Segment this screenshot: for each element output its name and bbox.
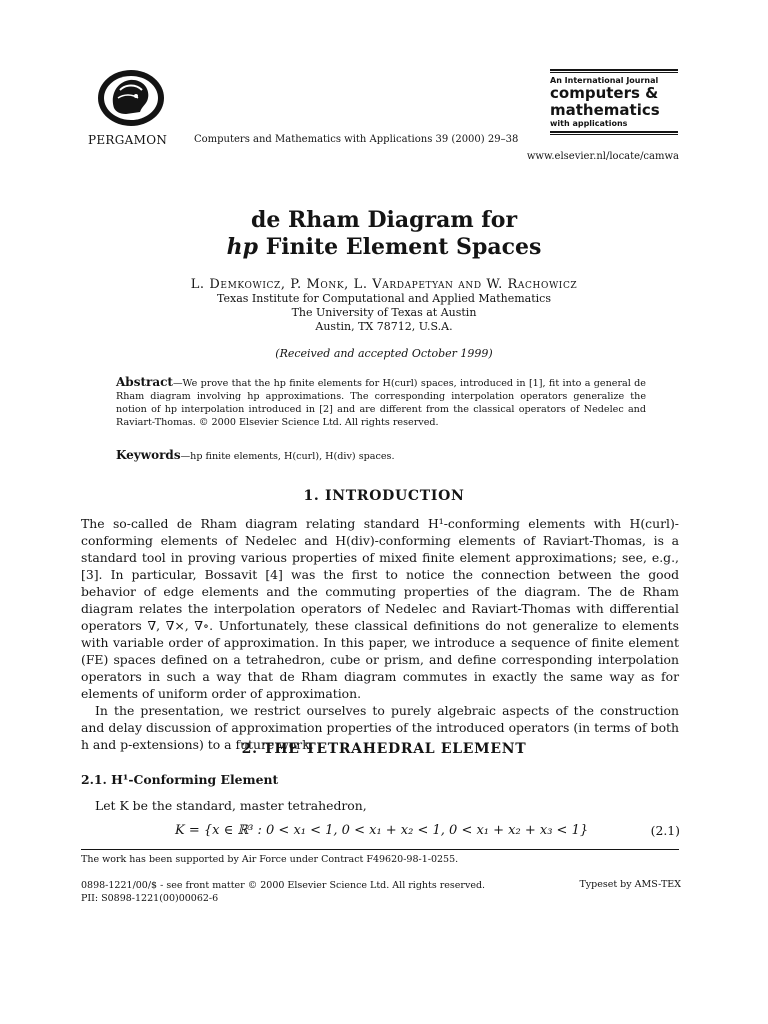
masthead-rule	[550, 131, 678, 133]
affiliation-line: The University of Texas at Austin	[291, 306, 477, 319]
journal-masthead	[550, 68, 678, 136]
typeset-note: Typeset by AMS-TEX	[579, 879, 681, 890]
section-body	[81, 515, 679, 753]
abstract	[116, 376, 646, 429]
keywords-label: Keywords	[116, 448, 181, 462]
paragraph: In the presentation, we restrict ourselves to purely algebraic aspects of the construction and delay discussion of approximation properties of the introduced operators (in terms of both h and p-extensions) to a future work.	[81, 703, 679, 752]
section-heading: 1. INTRODUCTION	[303, 488, 465, 504]
journal-citation: Computers and Mathematics with Applications 39 (2000) 29–38	[194, 134, 519, 145]
masthead-rule	[550, 72, 678, 74]
affiliation-line: Texas Institute for Computational and Applied Mathematics	[217, 292, 551, 305]
publisher-name: PERGAMON	[88, 133, 168, 147]
masthead-line-3: with applications	[550, 119, 628, 128]
received-date: (Received and accepted October 1999)	[275, 347, 493, 360]
abstract-text: —We prove that the hp finite elements for H(curl) spaces, introduced in [1], fit into a general de Rham diagram involving hp approximations. The corresponding interpolation operators generalize the notion of hp interpolation introduced in [2] and are different from the classical operators of Nedelec and Raviart-Thomas. © 2000 Elsevier Science Ltd. All rights reserved.	[116, 378, 646, 428]
keywords-text: —hp finite elements, H(curl), H(div) spaces.	[180, 451, 395, 462]
equation: K = {x ∈ ℝ³ : 0 < x₁ < 1, 0 < x₁ + x₂ < 1, 0 < x₁ + x₂ + x₃ < 1}	[175, 823, 589, 838]
section-heading: 2. THE TETRAHEDRAL ELEMENT	[241, 741, 527, 757]
subsection-heading: 2.1. H¹-Conforming Element	[81, 772, 279, 787]
masthead-line-2b: mathematics	[550, 101, 660, 119]
masthead-line-2a: computers &	[550, 84, 659, 102]
journal-url[interactable]: www.elsevier.nl/locate/camwa	[526, 151, 679, 162]
title-italic: hp	[226, 234, 259, 260]
masthead-line-1: An International Journal	[550, 76, 659, 85]
abstract-label: Abstract	[116, 375, 173, 389]
title-rest: Finite Element Spaces	[258, 234, 542, 260]
footnote: The work has been supported by Air Force under Contract F49620-98-1-0255.	[81, 854, 459, 865]
masthead-rule	[550, 69, 678, 71]
pii-line: PII: S0898-1221(00)00062-6	[81, 893, 219, 904]
author-list: L. Demkowicz, P. Monk, L. Vardapetyan and W. Rachowicz	[190, 277, 578, 292]
masthead-rule	[550, 134, 678, 136]
publisher-logo	[96, 68, 166, 128]
footnote-rule	[81, 849, 679, 850]
paragraph: The so-called de Rham diagram relating standard H¹-conforming elements with H(curl)-conforming elements of Nedelec and H(div)-conforming elements of Raviart-Thomas, is a standard tool in proving various properties of mixed finite element approximations; see, e.g., [3]. In particular, Bossavit [4] was the first to notice the connection between the good behavior of edge elements and the commuting properties of the diagram. The de Rham diagram relates the interpolation operators of Nedelec and Raviart-Thomas with differential operators ∇, ∇×, ∇∘. Unfortunately, these classical definitions do not generalize to elements with variable order of approximation. In this paper, we introduce a sequence of finite element (FE) spaces defined on a tetrahedron, cube or prism, and define corresponding interpolation operators in such a way that de Rham diagram commutes in exactly the same way as for elements of uniform order of approximation.	[81, 516, 679, 701]
copyright-block	[81, 879, 485, 905]
paragraph: Let K be the standard, master tetrahedron,	[95, 798, 367, 813]
equation-number: (2.1)	[650, 823, 680, 838]
paper-title-line-2	[0, 234, 768, 260]
affiliation-line: Austin, TX 78712, U.S.A.	[315, 320, 453, 333]
copyright-line: 0898-1221/00/$ - see front matter © 2000 Elsevier Science Ltd. All rights reserved.	[81, 880, 486, 891]
paper-title-line-1: de Rham Diagram for	[250, 207, 518, 233]
keywords	[116, 448, 395, 462]
